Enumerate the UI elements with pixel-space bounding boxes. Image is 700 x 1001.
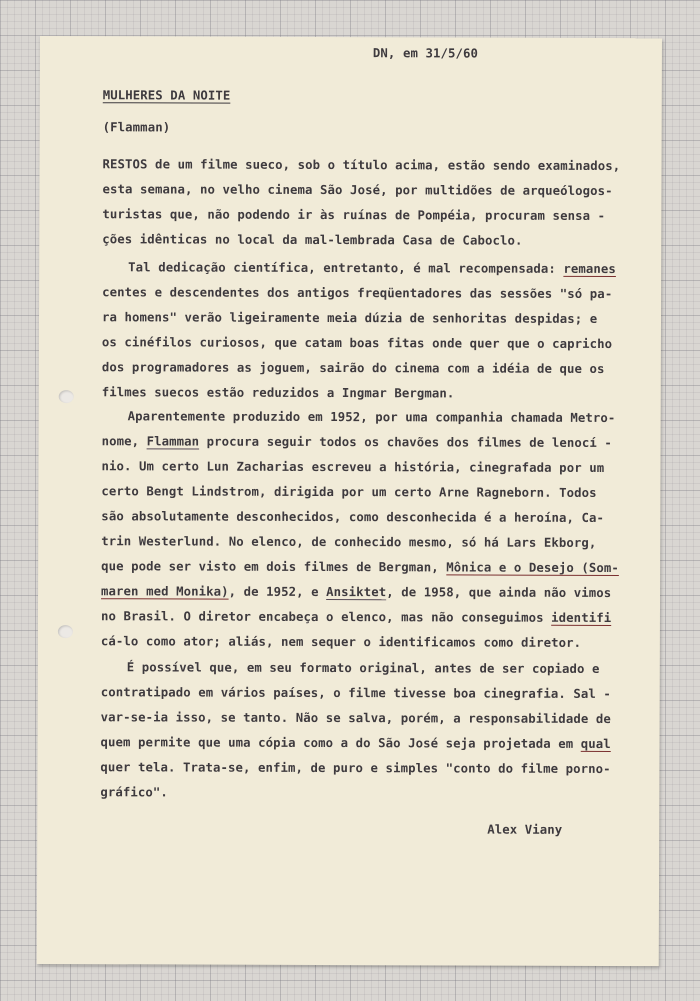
text-segment: , de 1952, e xyxy=(228,584,319,599)
text-line: os cinéfilos curiosos, que catam boas fitas onde quer que o capricho xyxy=(101,335,613,351)
underlined-text: remanes xyxy=(563,261,616,277)
text-line xyxy=(101,584,611,600)
text-line: Aparentemente produzido em 1952, por uma companhia chamada Metro- xyxy=(127,409,616,426)
text-line: nio. Um certo Lun Zacharias escreveu a história, cinegrafada por um xyxy=(101,459,605,475)
text-line: ções idênticas no local da mal-lembrada Casa de Caboclo. xyxy=(102,232,523,248)
text-segment: procura seguir todos os chavões dos filmes de lenocí - xyxy=(206,434,612,450)
article-title: MULHERES DA NOITE xyxy=(102,88,231,103)
punch-hole xyxy=(59,390,74,403)
text-segment: que pode ser visto em dois filmes de Bergman, xyxy=(101,559,439,575)
text-line: contratipado em vários países, o filme tivesse boa cinegrafia. Sal - xyxy=(100,685,611,701)
text-line: RESTOS de um filme sueco, sob o título acima, estão sendo examinados, xyxy=(102,157,621,174)
text-line: esta semana, no velho cinema São José, por multidões de arqueólogos- xyxy=(102,182,613,198)
text-line: cá-lo como ator; aliás, nem sequer o identificamos como diretor. xyxy=(100,634,582,650)
text-line: centes e descendentes dos antigos freqüentadores das sessões "só pa- xyxy=(102,285,613,301)
text-line xyxy=(101,559,619,575)
text-line: filmes suecos estão reduzidos a Ingmar Bergman. xyxy=(101,385,455,401)
article-subtitle: (Flamman) xyxy=(102,120,171,135)
text-segment: no Brasil. O diretor encabeça o elenco, mas não conseguimos xyxy=(100,609,544,625)
text-segment: nome, xyxy=(101,434,140,449)
dateline: DN, em 31/5/60 xyxy=(372,46,479,61)
underlined-text: identifi xyxy=(551,610,612,625)
author-signature: Alex Viany xyxy=(487,822,563,837)
text-line: quer tela. Trata-se, enfim, de puro e simples "conto do filme porno- xyxy=(100,760,611,776)
text-line: ra homens" verão ligeiramente meia dúzia de senhoritas despidas; e xyxy=(101,310,598,326)
film-title-sommaren: maren med Monika) xyxy=(101,584,229,599)
typewritten-page xyxy=(37,36,662,966)
text-line: dos programadores as joguem, sairão do cinema com a idéia de que os xyxy=(101,360,605,376)
text-line xyxy=(128,260,616,276)
text-segment: , de 1958, que ainda não vimos xyxy=(386,585,612,600)
text-line: certo Bengt Lindstrom, dirigida por um certo Arne Ragneborn. Todos xyxy=(101,484,597,500)
film-title-ansiktet: Ansiktet xyxy=(326,585,387,600)
text-line xyxy=(101,735,611,751)
text-line: são absolutamente desconhecidos, como desconhecida é a heroína, Ca- xyxy=(101,509,605,525)
text-line: gráfico". xyxy=(100,785,168,800)
text-line: É possível que, em seu formato original, antes de ser copiado e xyxy=(126,660,600,676)
text-line: var-se-ia isso, se tanto. Não se salva, porém, a responsabilidade de xyxy=(100,710,611,726)
punch-hole xyxy=(58,625,73,638)
underlined-text: qual xyxy=(580,736,611,751)
text-line: trin Westerlund. No elenco, de conhecido mesmo, só há Lars Ekborg, xyxy=(101,534,597,550)
text-line: turistas que, não podendo ir às ruínas de Pompéia, procuram sensa - xyxy=(102,207,606,223)
text-segment: Tal dedicação científica, entretanto, é mal recompensada: xyxy=(128,260,556,276)
text-segment: quem permite que uma cópia como a do São José seja projetada em xyxy=(100,735,574,751)
text-line xyxy=(102,434,612,450)
film-title-monica: Mônica e o Desejo (Som- xyxy=(446,560,619,576)
film-title-flamman: Flamman xyxy=(146,434,200,449)
text-line xyxy=(101,609,611,625)
